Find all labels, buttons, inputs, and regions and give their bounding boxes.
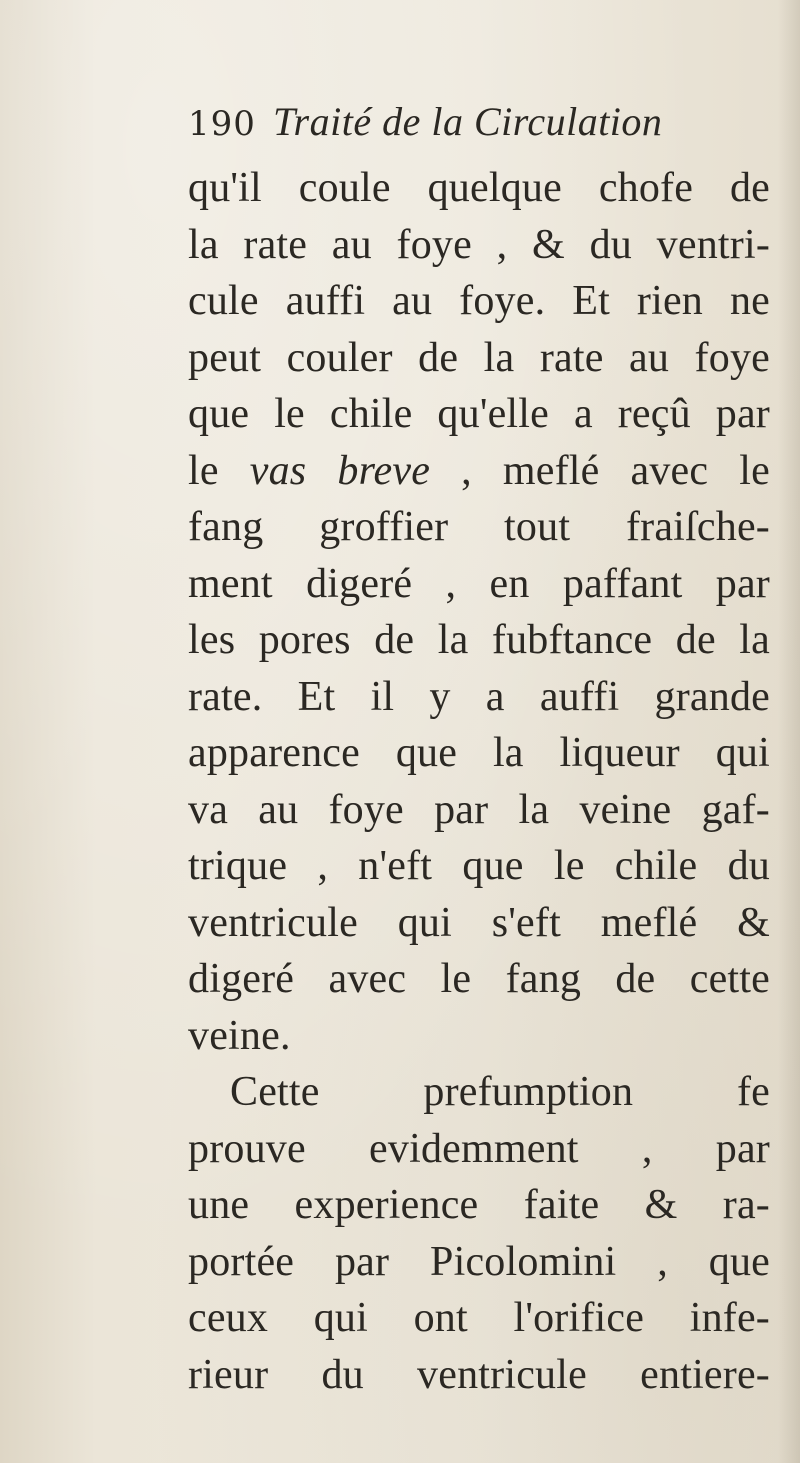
text-line: Cette prefumption fe [230,1069,770,1115]
text-line: fang groffier tout fraiſche- [188,504,770,550]
text-line: la rate au foye , & du ventri- [188,221,770,268]
text-line: veine. [188,1012,291,1059]
text-line: les pores de la fubftance de la [188,617,770,663]
text-fragment: , meflé avec le [430,447,770,494]
text-line: digeré avec le fang de cette [188,956,770,1002]
text-line: une experience faite & ra- [188,1182,770,1228]
text-line: que le chile qu'elle a reçû par [188,391,770,437]
text-line: qu'il coule quelque chofe de [188,165,770,211]
page-number: 190 [188,104,256,144]
text-line [188,443,770,500]
italic-term: vas breve [249,447,431,494]
text-line: rate. Et il y a auffi grande [188,673,770,720]
text-fragment: le [188,447,250,494]
text-line: ceux qui ont l'orifice infe- [188,1295,770,1341]
text-line: rieur du ventricule entiere- [188,1351,770,1398]
text-line: prouve evidemment , par [188,1125,770,1172]
running-head [188,98,748,158]
text-line: portée par Picolomini , que [188,1238,770,1285]
text-line: apparence que la liqueur qui [188,730,770,776]
body-text [188,160,770,1403]
text-line: ment digeré , en paffant par [188,560,770,607]
page-edge-shadow [778,0,800,1463]
running-title: Traité de la Circulation [273,99,663,144]
text-line: ventricule qui s'eft meflé & [188,899,770,946]
text-line: va au foye par la veine gaf- [188,786,770,833]
text-line: trique , n'eft que le chile du [188,843,770,889]
text-line: peut couler de la rate au foye [188,334,770,381]
text-line: cule auffi au foye. Et rien ne [188,278,770,324]
